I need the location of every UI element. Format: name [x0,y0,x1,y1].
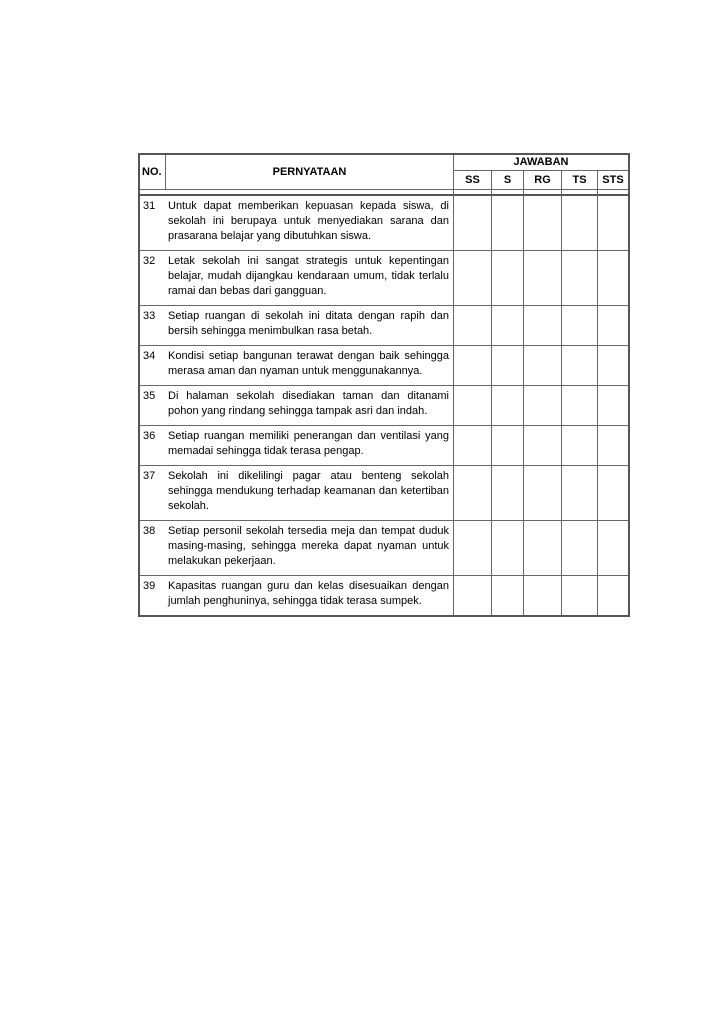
row-statement [166,346,454,386]
row-number: 35 [140,386,166,426]
table-row [140,386,628,426]
answer-cell-ss[interactable] [454,466,492,521]
answer-cell-ts[interactable] [562,306,598,346]
header-statement: PERNYATAAN [166,155,454,190]
row-number: 39 [143,580,156,592]
header-answers: JAWABAN [454,155,628,171]
answer-cell-ss[interactable] [454,346,492,386]
answer-cell-sts[interactable] [598,466,628,521]
answer-cell-s[interactable] [492,426,524,466]
answer-cell-sts[interactable] [598,196,628,251]
header-row-top [140,155,628,171]
answer-cell-ss[interactable] [454,306,492,346]
answer-cell-ss[interactable] [454,386,492,426]
header-option-ss: SS [454,171,492,190]
answer-cell-s[interactable] [492,251,524,306]
answer-cell-sts[interactable] [598,346,628,386]
answer-cell-s[interactable] [492,521,524,576]
row-statement [166,386,454,426]
header-option-sts: STS [598,171,628,190]
answer-cell-ts[interactable] [562,576,598,615]
row-number: 32 [140,251,166,306]
answer-cell-ss[interactable] [454,521,492,576]
answer-cell-rg[interactable] [524,426,562,466]
row-statement [166,251,454,306]
table-row [140,306,628,346]
row-number: 31 [140,196,166,251]
questionnaire-sheet [138,153,626,617]
header-no: NO. [140,155,166,190]
answer-cell-rg[interactable] [524,466,562,521]
row-number: 37 [140,466,166,521]
statement-text: Kondisi setiap bangunan terawat dengan baik sehingga merasa aman dan nyaman untuk menggunakannya. [168,350,449,377]
answer-cell-rg[interactable] [524,386,562,426]
answer-cell-ts[interactable] [562,251,598,306]
answer-cell-ss[interactable] [454,251,492,306]
answer-cell-ts[interactable] [562,196,598,251]
answer-cell-ss[interactable] [454,196,492,251]
row-statement [166,306,454,346]
answer-cell-ts[interactable] [562,386,598,426]
answer-cell-ss[interactable] [454,426,492,466]
answer-cell-ss[interactable] [454,576,492,615]
answer-cell-s[interactable] [492,466,524,521]
answer-cell-ts[interactable] [562,466,598,521]
answer-cell-s[interactable] [492,576,524,615]
header-option-rg: RG [524,171,562,190]
answer-cell-ts[interactable] [562,346,598,386]
table-row [140,196,628,251]
row-statement [166,576,454,615]
answer-cell-sts[interactable] [598,576,628,615]
answer-cell-sts[interactable] [598,251,628,306]
row-number: 38 [140,521,166,576]
statement-text: Setiap ruangan memiliki penerangan dan ventilasi yang memadai sehingga tidak terasa pengap. [168,430,449,457]
table-row [140,576,628,615]
answer-cell-rg[interactable] [524,196,562,251]
answer-cell-sts[interactable] [598,306,628,346]
answer-cell-rg[interactable] [524,521,562,576]
answer-cell-rg[interactable] [524,306,562,346]
questionnaire-table [138,153,630,617]
statement-text: Sekolah ini dikelilingi pagar atau benteng sekolah sehingga mendukung terhadap keamanan dan ketertiban sekolah. [168,470,449,512]
answer-cell-sts[interactable] [598,521,628,576]
answer-cell-sts[interactable] [598,426,628,466]
answer-cell-s[interactable] [492,306,524,346]
statement-text: Di halaman sekolah disediakan taman dan ditanami pohon yang rindang sehingga tampak asri dan indah. [168,390,449,417]
statement-text: Untuk dapat memberikan kepuasan kepada siswa, di sekolah ini berupaya untuk menyediakan sarana dan prasarana belajar yang dibutuhkan siswa. [168,200,449,242]
table-row [140,346,628,386]
answer-cell-ts[interactable] [562,426,598,466]
row-statement [166,196,454,251]
header-option-s: S [492,171,524,190]
row-statement [166,426,454,466]
answer-cell-s[interactable] [492,346,524,386]
table-row [140,521,628,576]
statement-text: Setiap personil sekolah tersedia meja dan tempat duduk masing-masing, sehingga mereka dapat nyaman untuk melakukan pekerjaan. [168,525,449,567]
row-number: 34 [140,346,166,386]
answer-cell-s[interactable] [492,386,524,426]
answer-cell-ts[interactable] [562,521,598,576]
row-number: 36 [140,426,166,466]
table-row [140,466,628,521]
row-statement [166,521,454,576]
table-row [140,426,628,466]
statement-text: Letak sekolah ini sangat strategis untuk kepentingan belajar, mudah dijangkau kendaraan umum, tidak terlalu ramai dan bebas dari gangguan. [168,255,449,297]
statement-text: Kapasitas ruangan guru dan kelas disesuaikan dengan jumlah penghuninya, sehingga tidak terasa sumpek. [168,580,449,607]
table-row [140,251,628,306]
answer-cell-s[interactable] [492,196,524,251]
answer-cell-rg[interactable] [524,346,562,386]
header-option-ts: TS [562,171,598,190]
answer-cell-rg[interactable] [524,576,562,615]
statement-text: Setiap ruangan di sekolah ini ditata dengan rapih dan bersih sehingga menimbulkan rasa betah. [168,310,449,337]
row-number: 33 [140,306,166,346]
answer-cell-sts[interactable] [598,386,628,426]
row-statement [166,466,454,521]
answer-cell-rg[interactable] [524,251,562,306]
